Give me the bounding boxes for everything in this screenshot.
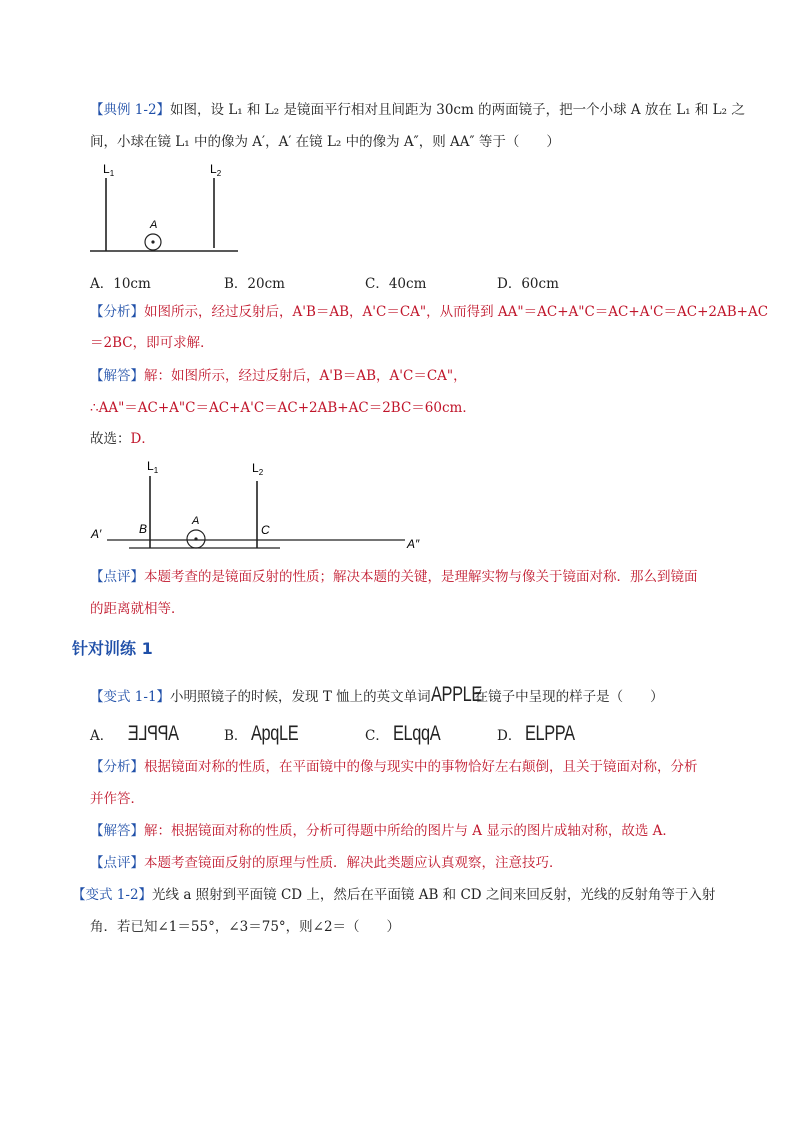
label-l1: $L_1$ <box>103 162 115 178</box>
example-tag: 【典例 1-2】 <box>90 102 171 118</box>
variant1-analysis-line2: 并作答． <box>90 791 144 807</box>
mirrored-word-a: APPLE <box>128 722 180 745</box>
word-d: ELPPA <box>525 722 575 745</box>
fig2-c: C <box>261 523 270 537</box>
label-l2: $L_2$ <box>210 162 222 178</box>
comment-line1: 【点评】本题考查的是镜面反射的性质；解决本题的关键，是理解实物与像关于镜面对称．那么到镜面 <box>90 569 698 585</box>
choose-line: 故选：D． <box>90 431 155 447</box>
comment-line2: 的距离就相等． <box>90 601 185 617</box>
analysis-line2: ＝2BC，即可求解． <box>90 335 214 351</box>
option-c: C．40cm <box>365 276 427 292</box>
variant1-option-d: D． ELPPA <box>497 722 575 745</box>
fig2-a: A <box>192 515 200 527</box>
variant1-option-c: C． ELqqA <box>365 722 441 745</box>
section-title: 针对训练 1 <box>72 639 153 658</box>
variant1-option-b: B． ApqLE <box>224 722 299 745</box>
apple-word: APPLE <box>430 683 482 706</box>
variant1-option-a: A． APPLE <box>90 722 180 745</box>
option-d: D．60cm <box>497 276 559 292</box>
option-a: A．10cm <box>90 276 151 292</box>
fig2-a-dprime: A″ <box>407 537 420 551</box>
mirror-figure-2 <box>85 456 445 556</box>
word-b: ApqLE <box>251 722 299 745</box>
variant1-question: 【变式 1-1】小明照镜子的时候，发现 T 恤上的英文单词APPLE在镜子中呈现的样子是（ ） <box>90 679 730 713</box>
answer-line2: ∴AA"＝AC+A"C＝AC+A'C＝AC+2AB+AC＝2BC＝60cm． <box>90 400 476 416</box>
answer-line1: 【解答】解：如图所示，经过反射后，A'B＝AB，A'C＝CA"， <box>90 368 467 384</box>
option-b: B．20cm <box>224 276 285 292</box>
variant1-analysis-line1: 【分析】根据镜面对称的性质，在平面镜中的像与现实中的事物恰好左右颠倒，且关于镜面对称，分析 <box>90 759 698 775</box>
example-question-line2: 间，小球在镜 L₁ 中的像为 A′，A′ 在镜 L₂ 中的像为 A″，则 AA″ 等于（ ） <box>90 134 560 150</box>
ball-center <box>151 240 154 243</box>
ball-label: A <box>150 219 158 231</box>
fig2-label-l1: $L_1$ <box>147 459 159 475</box>
variant2-line1: 【变式 1-2】光线 a 照射到平面镜 CD 上，然后在平面镜 AB 和 CD 之间来回反射，光线的反射角等于入射 <box>72 887 716 903</box>
example-question-line1: 【典例 1-2】如图，设 L₁ 和 L₂ 是镜面平行相对且间距为 30cm 的两面镜子，把一个小球 A 放在 L₁ 和 L₂ 之 <box>90 102 745 118</box>
fig2-label-l2: $L_2$ <box>252 461 264 477</box>
fig2-ball-center <box>194 537 197 540</box>
word-c: ELqqA <box>392 722 441 745</box>
mirror-figure-1 <box>85 160 245 260</box>
variant2-line2: 角．若已知∠1＝55°，∠3＝75°，则∠2＝（ ） <box>90 919 401 935</box>
fig2-a-prime: A′ <box>91 527 102 541</box>
fig2-b: B <box>139 522 148 536</box>
analysis-line1: 【分析】如图所示，经过反射后，A'B＝AB，A'C＝CA"，从而得到 AA"＝AC+A"C＝AC+A'C＝AC+2AB+AC <box>90 304 769 320</box>
variant1-comment: 【点评】本题考查镜面反射的原理与性质．解决此类题应认真观察，注意技巧． <box>90 855 563 871</box>
variant1-answer: 【解答】解：根据镜面对称的性质，分析可得题中所给的图片与 A 显示的图片成轴对称，故选 A． <box>90 823 676 839</box>
